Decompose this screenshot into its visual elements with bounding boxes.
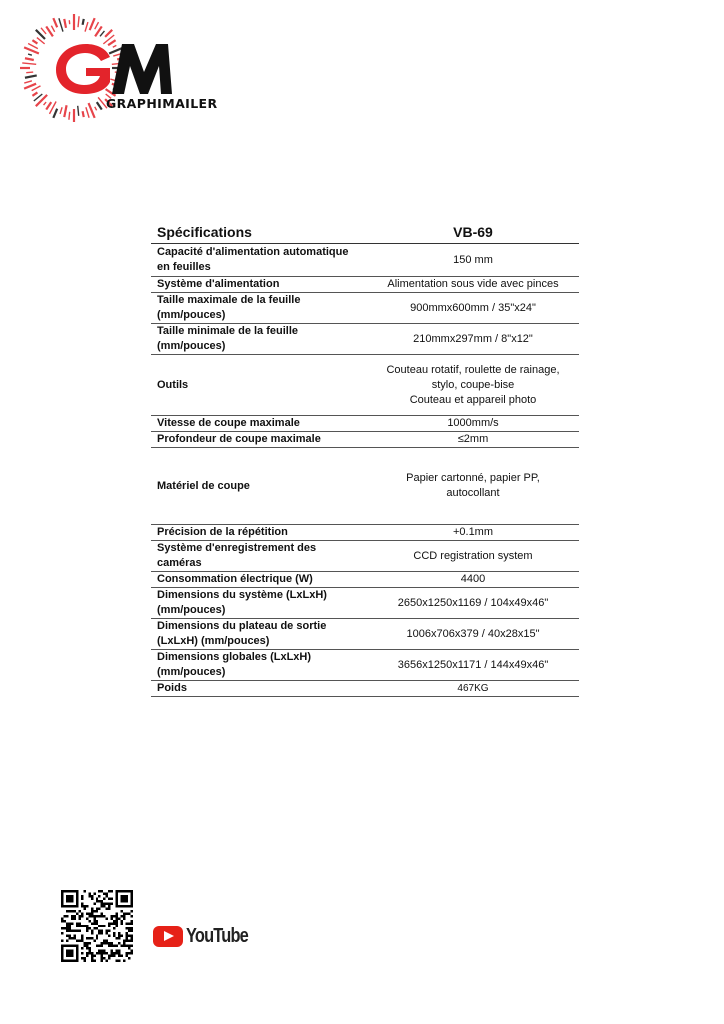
graphimailer-logo [14,10,230,122]
spec-label: Dimensions du plateau de sortie (LxLxH) (mm/pouces) [151,619,365,650]
spec-row [151,525,579,541]
spec-label: Précision de la répétition [151,525,365,541]
youtube-wordmark: YouTube [186,924,248,947]
youtube-link[interactable] [153,924,262,948]
spec-label: Vitesse de coupe maximale [151,416,365,432]
youtube-play-icon [153,926,183,947]
spec-row [151,432,579,448]
spec-value: Couteau rotatif, roulette de rainage, stylo, coupe-bise Couteau et appareil photo [365,355,579,416]
model-header: VB-69 [365,222,579,244]
spec-label: Matériel de coupe [151,448,365,525]
spec-label: Système d'alimentation [151,277,365,293]
spec-value: 150 mm [365,244,579,277]
spec-row [151,244,579,277]
spec-value: Alimentation sous vide avec pinces [365,277,579,293]
spec-row [151,572,579,588]
spec-header-label: Spécifications [151,222,365,244]
spec-row [151,541,579,572]
spec-row [151,619,579,650]
spec-value: 2650x1250x1169 / 104x49x46" [365,588,579,619]
spec-value: 467KG [365,681,579,697]
spec-label: Consommation électrique (W) [151,572,365,588]
spec-row [151,588,579,619]
spec-label: Système d'enregistrement des caméras [151,541,365,572]
spec-value: Papier cartonné, papier PP, autocollant [365,448,579,525]
spec-label: Taille maximale de la feuille (mm/pouces) [151,293,365,324]
spec-label: Dimensions globales (LxLxH) (mm/pouces) [151,650,365,681]
table-header-row [151,222,579,244]
spec-value: +0.1mm [365,525,579,541]
spec-label: Capacité d'alimentation automatique en feuilles [151,244,365,277]
spec-value: 3656x1250x1171 / 144x49x46" [365,650,579,681]
spec-value: 210mmx297mm / 8"x12" [365,324,579,355]
spec-value: 1000mm/s [365,416,579,432]
brand-name: GRAPHIMAILER [106,96,218,111]
qr-code-icon[interactable] [61,890,133,962]
spec-row [151,277,579,293]
specifications-table [151,222,579,697]
spec-label: Dimensions du système (LxLxH) (mm/pouces) [151,588,365,619]
spec-value: 900mmx600mm / 35"x24" [365,293,579,324]
spec-value: CCD registration system [365,541,579,572]
spec-label: Profondeur de coupe maximale [151,432,365,448]
spec-row [151,681,579,697]
spec-row [151,293,579,324]
spec-value: 1006x706x379 / 40x28x15" [365,619,579,650]
spec-label: Poids [151,681,365,697]
spec-row [151,416,579,432]
spec-label: Outils [151,355,365,416]
spec-value: 4400 [365,572,579,588]
spec-row [151,324,579,355]
spec-value: ≤2mm [365,432,579,448]
specifications-body [151,244,579,697]
spec-label: Taille minimale de la feuille (mm/pouces) [151,324,365,355]
spec-row [151,650,579,681]
spec-row [151,355,579,416]
spec-row [151,448,579,525]
